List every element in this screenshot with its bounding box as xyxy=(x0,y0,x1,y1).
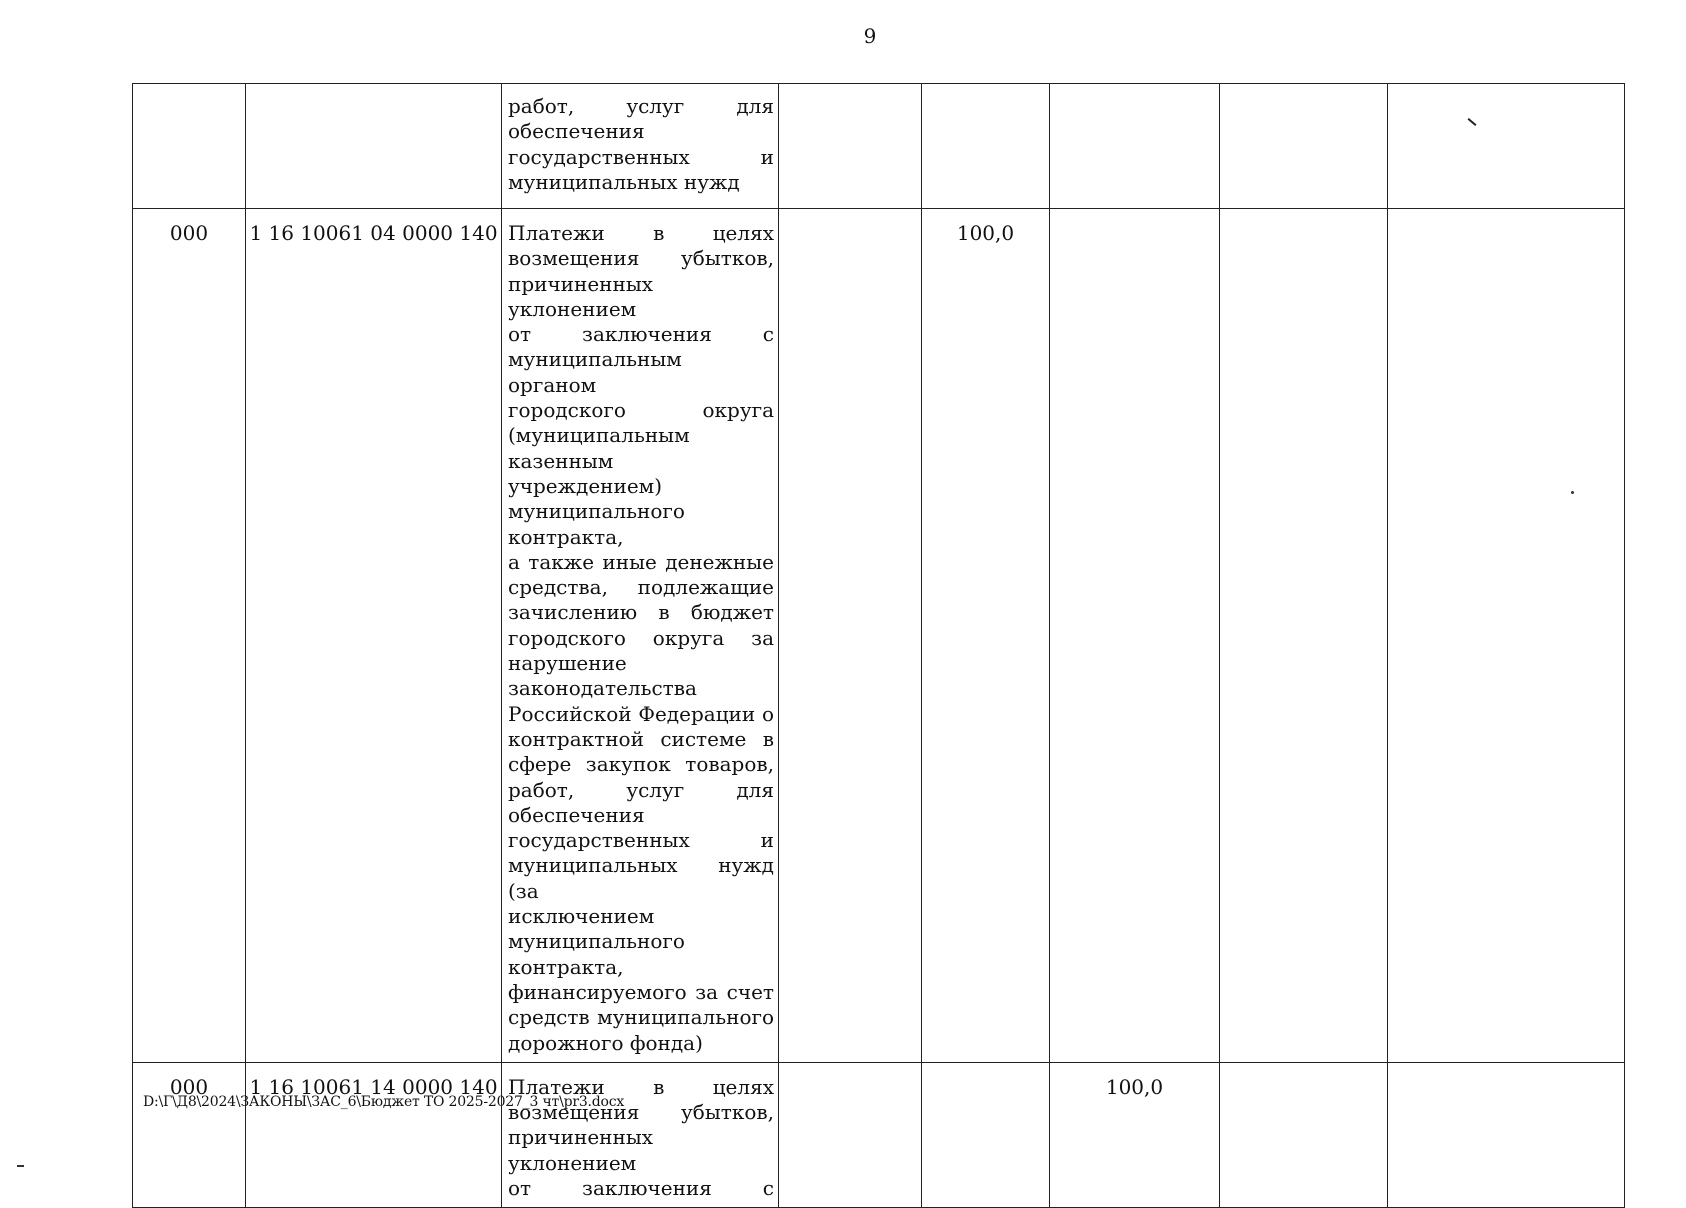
revenue-name-line: причиненных уклонением xyxy=(508,271,654,321)
revenue-name-line: дорожного фонда) xyxy=(508,1030,703,1055)
revenue-name-line: финансируемого за счет xyxy=(508,979,774,1004)
revenue-name-line: законодательства xyxy=(508,676,697,701)
revenue-name-line: зачислению в бюджет xyxy=(508,600,774,625)
revenue-name-line: нарушение xyxy=(508,651,627,676)
budget-classification-code-cell: 1 16 10061 04 0000 140 xyxy=(246,209,502,1063)
amount-cell-v4 xyxy=(1220,84,1388,209)
amount-cell-v1 xyxy=(779,209,922,1063)
revenue-name-line: обеспечения xyxy=(508,119,645,144)
revenue-name-line: от заключения с xyxy=(508,322,774,347)
table-row xyxy=(133,209,1625,1063)
revenue-name-line: муниципального контракта, xyxy=(508,499,685,549)
revenue-name-line: исключением xyxy=(508,904,655,929)
revenue-name-line: (муниципальным казенным xyxy=(508,423,690,473)
admin-code-cell: 000 xyxy=(133,209,246,1063)
revenue-name-line: сфере закупок товаров, xyxy=(508,752,774,777)
revenue-name-line: средств муниципального xyxy=(508,1005,774,1030)
revenue-name-line: городского округа за xyxy=(508,625,774,650)
revenue-name-line: возмещения убытков, xyxy=(508,246,774,271)
admin-code-cell: 000 xyxy=(133,1062,246,1207)
revenue-name-line: Платежи в целях xyxy=(508,1074,774,1099)
revenue-table xyxy=(132,83,1625,1208)
scan-mark xyxy=(1571,491,1574,494)
amount-cell-v3: 100,0 xyxy=(1050,1062,1220,1207)
revenue-name-line: средства, подлежащие xyxy=(508,575,774,600)
amount-cell-v2: 100,0 xyxy=(922,209,1050,1063)
revenue-name-line: причиненных уклонением xyxy=(508,1125,654,1175)
budget-classification-code-cell: 1 16 10061 14 0000 140 xyxy=(246,1062,502,1207)
scan-mark xyxy=(17,1165,24,1167)
page-number: 9 xyxy=(863,24,877,48)
amount-cell-v1 xyxy=(779,84,922,209)
amount-cell-v5 xyxy=(1388,1062,1625,1207)
amount-cell-v4 xyxy=(1220,209,1388,1063)
revenue-name-cell xyxy=(502,209,779,1063)
revenue-name-cell xyxy=(502,84,779,209)
revenue-name-line: муниципальных нужд (за xyxy=(508,853,774,903)
revenue-name-line: государственных и xyxy=(508,828,774,853)
revenue-name-line: обеспечения xyxy=(508,802,645,827)
amount-cell-v5 xyxy=(1388,84,1625,209)
amount-cell-v2 xyxy=(922,84,1050,209)
revenue-name-line: контрактной системе в xyxy=(508,726,774,751)
revenue-name-line: государственных и xyxy=(508,144,774,169)
amount-cell-v3 xyxy=(1050,84,1220,209)
revenue-name-line: муниципальным органом xyxy=(508,347,682,397)
document-file-path: D:\Г\Д8\2024\ЗАКОНЫ\ЗАС_6\Бюджет ТО 2025-2027_3 чт\pr3.docx xyxy=(143,1094,625,1110)
admin-code-cell xyxy=(133,84,246,209)
amount-cell-v4 xyxy=(1220,1062,1388,1207)
revenue-name-line: муниципального контракта, xyxy=(508,929,685,979)
revenue-name-cell xyxy=(502,1062,779,1207)
revenue-name-line: работ, услуг для xyxy=(508,94,774,118)
revenue-name-line: Платежи в целях xyxy=(508,221,774,245)
table-row xyxy=(133,84,1625,209)
revenue-name-line: городского округа xyxy=(508,398,774,423)
revenue-name-line: муниципальных нужд xyxy=(508,169,740,194)
revenue-name-line: а также иные денежные xyxy=(508,549,774,574)
revenue-name-line: работ, услуг для xyxy=(508,777,774,802)
budget-classification-code-cell xyxy=(246,84,502,209)
revenue-name-line: учреждением) xyxy=(508,473,663,498)
amount-cell-v1 xyxy=(779,1062,922,1207)
revenue-name-line: Российской Федерации о xyxy=(508,701,774,726)
revenue-name-line: возмещения убытков, xyxy=(508,1100,774,1125)
amount-cell-v5 xyxy=(1388,209,1625,1063)
amount-cell-v2 xyxy=(922,1062,1050,1207)
revenue-name-line: от заключения с xyxy=(508,1175,774,1200)
amount-cell-v3 xyxy=(1050,209,1220,1063)
table-row xyxy=(133,1062,1625,1207)
